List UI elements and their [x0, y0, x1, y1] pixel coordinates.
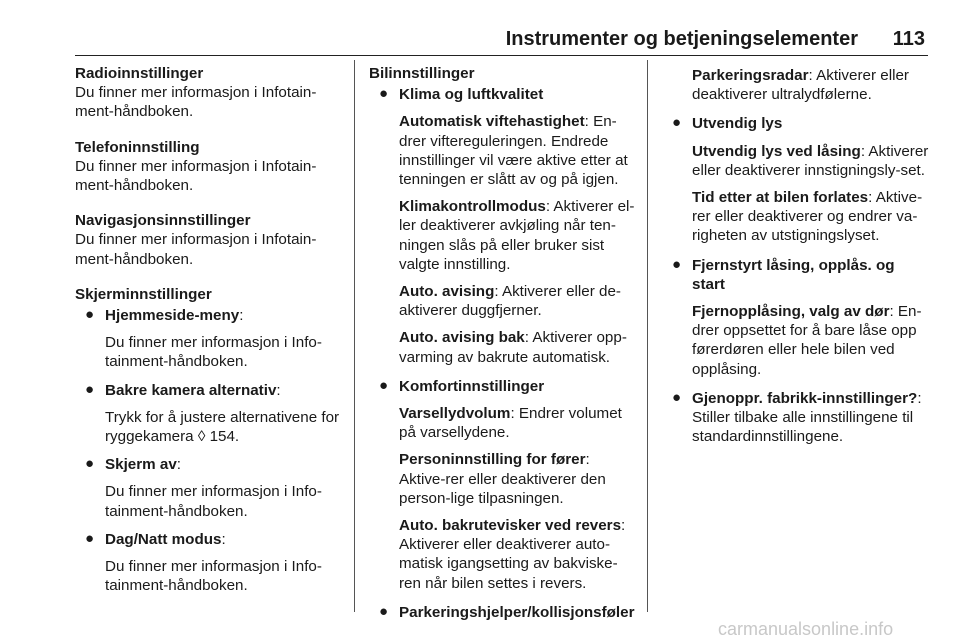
- section-navigasjon: [75, 211, 350, 269]
- list-item-klima: [369, 85, 635, 104]
- bullet-icon: ●: [85, 306, 95, 324]
- list-item-komfort: [369, 377, 635, 396]
- item-label: Bakre kamera alternativ: [105, 381, 277, 399]
- column-divider-2: [647, 60, 648, 612]
- sub-item: Parkeringsradar: Aktiverer eller deaktiverer ultralydfølerne.: [692, 67, 909, 104]
- sub-item: Varsellydvolum: Endrer volumet på varsellydene.: [399, 405, 622, 442]
- item-label: Skjerm av: [105, 456, 177, 474]
- page-header: [75, 28, 928, 56]
- section-heading: Telefoninnstilling: [75, 138, 200, 156]
- section-heading: Radioinnstillinger: [75, 65, 204, 82]
- page-number: 113: [892, 28, 925, 50]
- sub-item: Auto. avising bak: Aktiverer opp-varming av bakrute automatisk.: [399, 329, 627, 366]
- bullet-icon: ●: [379, 602, 389, 620]
- section-radio: [75, 64, 350, 122]
- item-label: Klima og luftkvalitet: [399, 86, 544, 104]
- column-2: [369, 64, 635, 622]
- item-label: Gjenoppr. fabrikk-innstillinger?: [692, 389, 918, 407]
- list-item: ● Hjemmeside-meny:: [85, 306, 244, 325]
- sub-item: Tid etter at bilen forlates: Aktive-rer eller deaktiverer og endrer va-righeten av utstigningslyset.: [692, 189, 923, 245]
- sub-item: Automatisk viftehastighet: En-drer viftereguleringen. Endrede innstillinger vil være aktive etter at tenningen er slått av og på igjen.: [399, 113, 628, 189]
- column-1: [75, 64, 350, 604]
- item-text: Trykk for å justere alternativene for ryggekamera ◊ 154.: [105, 408, 340, 446]
- bullet-icon: ●: [672, 388, 682, 406]
- section-heading: Skjerminnstillinger: [75, 285, 212, 303]
- column-3: [662, 64, 930, 446]
- bullet-icon: ●: [85, 380, 95, 398]
- list-item: ● Dag/Natt modus:: [85, 529, 226, 548]
- sub-item: Personinnstilling for fører: Aktive-rer eller deaktiverer den person-lige tilpasningen.: [399, 451, 606, 507]
- header-rule: [75, 55, 928, 56]
- item-label: Fjernstyrt låsing, opplås. og start: [692, 256, 895, 293]
- bullet-icon: ●: [379, 85, 389, 103]
- sub-item: Utvendig lys ved låsing: Aktiverer eller deaktiverer innstigningsly-set.: [692, 142, 929, 179]
- bullet-icon: ●: [85, 455, 95, 473]
- column-divider-1: [354, 60, 355, 612]
- bullet-icon: ●: [379, 376, 389, 394]
- list-item-fjernstyrt: [662, 256, 930, 294]
- list-item-utvendig: [662, 114, 930, 133]
- item-label: Dag/Natt modus: [105, 530, 222, 548]
- sub-item: Auto. bakrutevisker ved revers: Aktiverer eller deaktiverer auto-matisk igangsetting av bakviske-ren når bilen settes i revers.: [399, 517, 626, 592]
- item-text: Du finner mer informasjon i Info-tainment-håndboken.: [105, 483, 322, 520]
- watermark: carmanualsonline.info: [718, 619, 894, 639]
- list-item: ● Bakre kamera alternativ:: [85, 380, 281, 399]
- section-telefon: [75, 138, 350, 196]
- section-heading: Navigasjonsinnstillinger: [75, 212, 251, 230]
- item-text: Du finner mer informasjon i Info-tainment-håndboken.: [105, 558, 322, 595]
- list-item: ● Skjerm av:: [85, 455, 182, 474]
- sub-item: Fjernopplåsing, valg av dør: En-drer oppsettet for å bare låse opp førerdøren eller hele bilen ved opplåsing.: [692, 303, 922, 378]
- bullet-icon: ●: [85, 529, 95, 547]
- section-skjerm: [75, 285, 350, 596]
- list-item-parkering: [369, 603, 635, 622]
- item-text: Du finner mer informasjon i Info-tainment-håndboken.: [105, 334, 322, 371]
- item-label: Komfortinnstillinger: [399, 377, 545, 395]
- bullet-icon: ●: [672, 114, 682, 132]
- list-item-gjenoppr: [662, 389, 930, 447]
- item-label: Hjemmeside-meny: [105, 307, 240, 325]
- section-text: Du finner mer informasjon i Infotain-ment-håndboken.: [75, 231, 317, 268]
- section-text: Du finner mer informasjon i Infotain-ment-håndboken.: [75, 157, 317, 195]
- item-label: Parkeringshjelper/kollisjonsføler: [399, 603, 635, 621]
- item-text: : Stiller tilbake alle innstillingene til standardinnstillingene.: [692, 389, 922, 446]
- page-title: Instrumenter og betjeningselementer: [505, 28, 858, 50]
- bullet-icon: ●: [672, 255, 682, 273]
- item-label: Utvendig lys: [692, 115, 783, 133]
- section-text: Du finner mer informasjon i Infotain-ment-håndboken.: [75, 84, 317, 121]
- sub-item: Auto. avising: Aktiverer eller de-aktiverer duggfjerner.: [399, 283, 621, 320]
- sub-item: Klimakontrollmodus: Aktiverer el-ler deaktiverer avkjøling når ten-ningen slås på eller bruker sist valgte innstilling.: [399, 198, 635, 273]
- section-heading: Bilinnstillinger: [369, 65, 475, 82]
